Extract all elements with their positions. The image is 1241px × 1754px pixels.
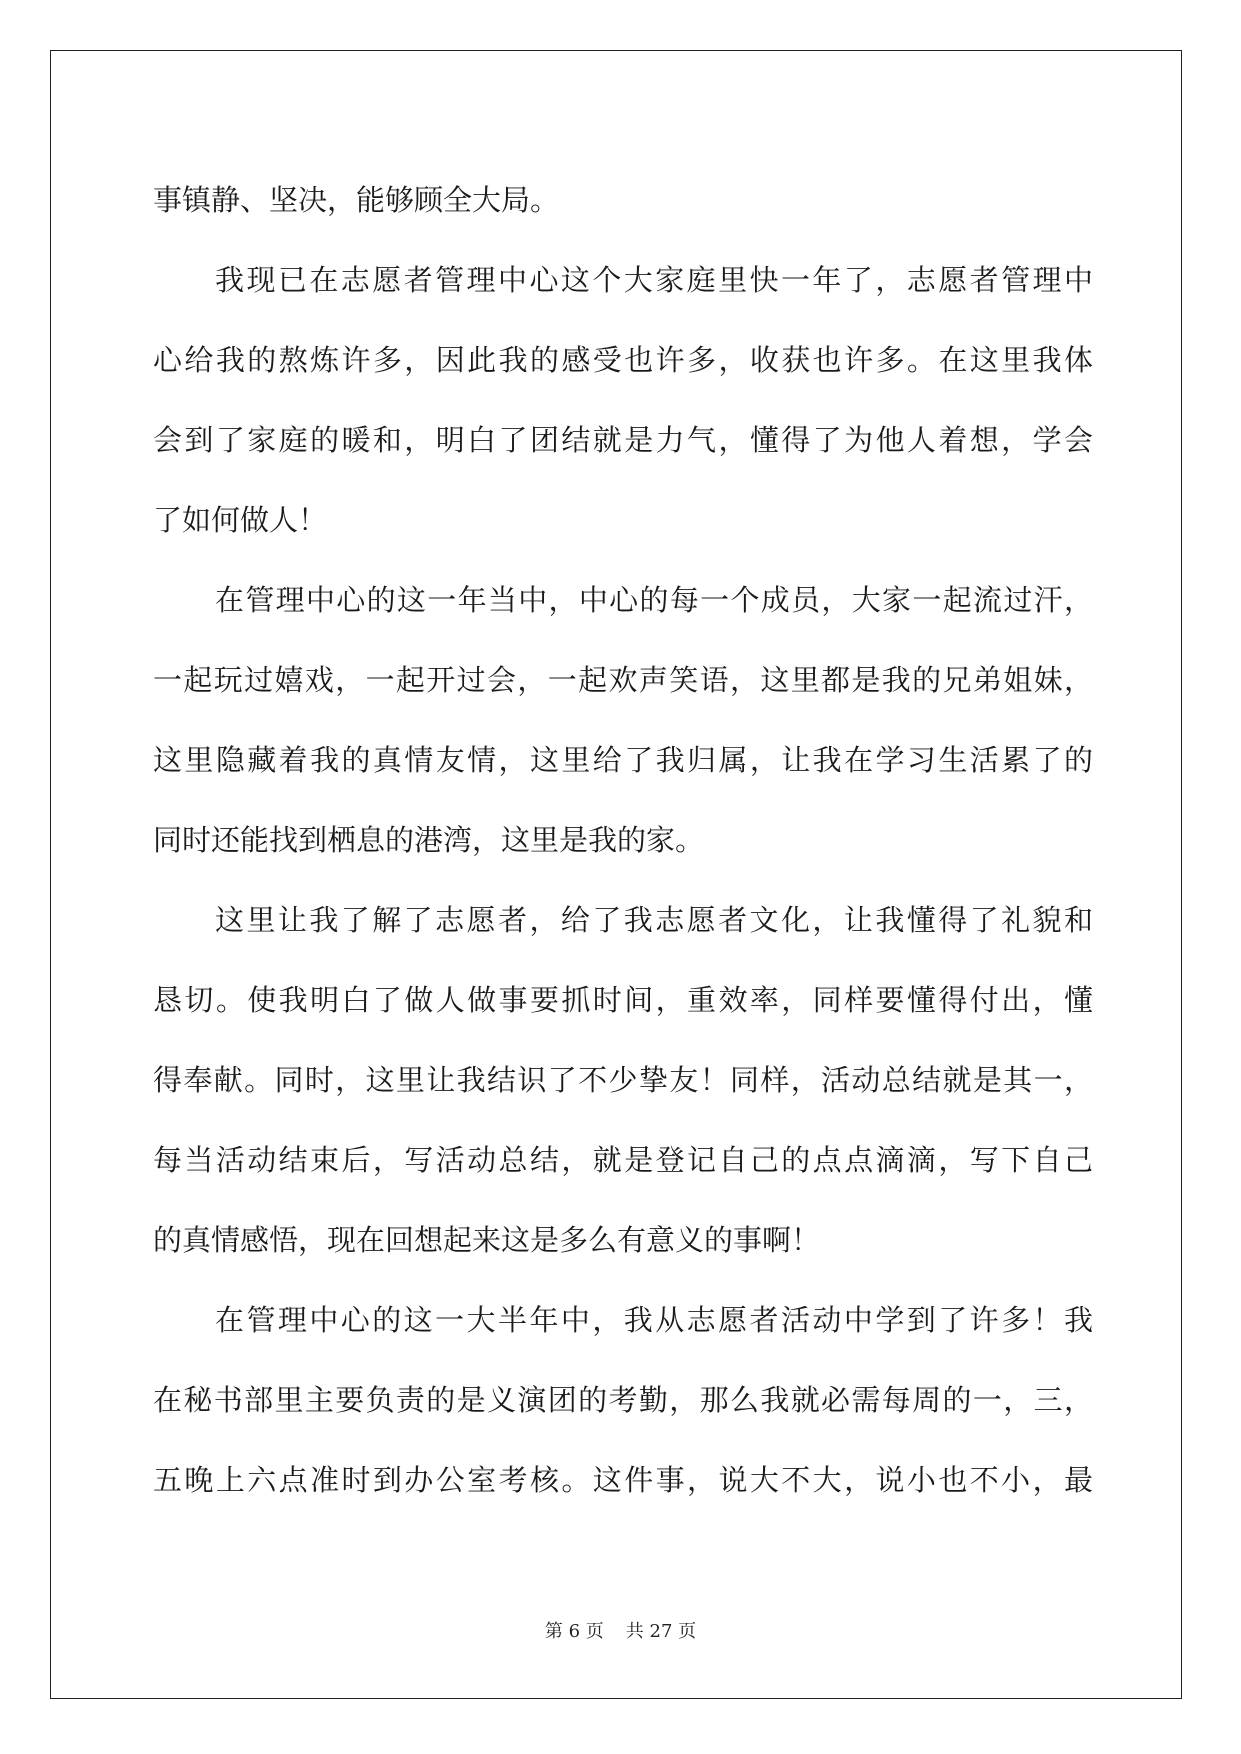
text-line-content: 的真情感悟，现在回想起来这是多么有意义的事啊！ bbox=[153, 1223, 821, 1257]
text-line bbox=[153, 800, 1093, 880]
text-line-content: 在管理中心的这一年当中，中心的每一个成员，大家一起流过汗， bbox=[215, 583, 1093, 617]
text-line-content: 会到了家庭的暖和，明白了团结就是力气，懂得了为他人着想，学会 bbox=[153, 423, 1093, 457]
text-line bbox=[153, 1120, 1093, 1200]
text-line bbox=[153, 640, 1093, 720]
text-line-content: 每当活动结束后，写活动总结，就是登记自己的点点滴滴，写下自己 bbox=[153, 1143, 1093, 1177]
text-line bbox=[153, 1200, 1093, 1280]
text-line-content: 一起玩过嬉戏，一起开过会，一起欢声笑语，这里都是我的兄弟姐妹， bbox=[153, 663, 1093, 697]
text-line-content: 了如何做人！ bbox=[153, 503, 328, 537]
text-line-content: 在秘书部里主要负责的是义演团的考勤，那么我就必需每周的一，三， bbox=[153, 1383, 1093, 1417]
text-line-content: 同时还能找到栖息的港湾，这里是我的家。 bbox=[153, 823, 705, 857]
text-line-content: 我现已在志愿者管理中心这个大家庭里快一年了，志愿者管理中 bbox=[215, 263, 1093, 297]
document-body bbox=[153, 160, 1093, 1520]
text-line-content: 事镇静、坚决，能够顾全大局。 bbox=[153, 183, 560, 217]
text-line bbox=[153, 160, 1093, 240]
text-line bbox=[153, 1280, 1093, 1360]
text-line bbox=[153, 1360, 1093, 1440]
text-line-content: 这里隐藏着我的真情友情，这里给了我归属，让我在学习生活累了的 bbox=[153, 743, 1093, 777]
text-line bbox=[153, 320, 1093, 400]
text-line-content: 得奉献。同时，这里让我结识了不少挚友！同样，活动总结就是其一， bbox=[153, 1063, 1093, 1097]
total-pages: 共 27 页 bbox=[625, 1621, 697, 1642]
text-line bbox=[153, 1440, 1093, 1520]
text-line bbox=[153, 480, 1093, 560]
text-line bbox=[153, 400, 1093, 480]
page-footer bbox=[0, 1617, 1241, 1643]
page-number: 第 6 页 bbox=[544, 1621, 604, 1642]
text-line bbox=[153, 240, 1093, 320]
text-line bbox=[153, 880, 1093, 960]
text-line bbox=[153, 560, 1093, 640]
text-line bbox=[153, 720, 1093, 800]
text-line-content: 五晚上六点准时到办公室考核。这件事，说大不大，说小也不小，最 bbox=[153, 1463, 1093, 1497]
text-line bbox=[153, 1040, 1093, 1120]
text-line bbox=[153, 960, 1093, 1040]
text-line-content: 在管理中心的这一大半年中，我从志愿者活动中学到了许多！我 bbox=[215, 1303, 1093, 1337]
text-line-content: 心给我的熬炼许多，因此我的感受也许多，收获也许多。在这里我体 bbox=[153, 343, 1093, 377]
text-line-content: 恳切。使我明白了做人做事要抓时间，重效率，同样要懂得付出，懂 bbox=[153, 983, 1093, 1017]
text-line-content: 这里让我了解了志愿者，给了我志愿者文化，让我懂得了礼貌和 bbox=[215, 903, 1093, 937]
